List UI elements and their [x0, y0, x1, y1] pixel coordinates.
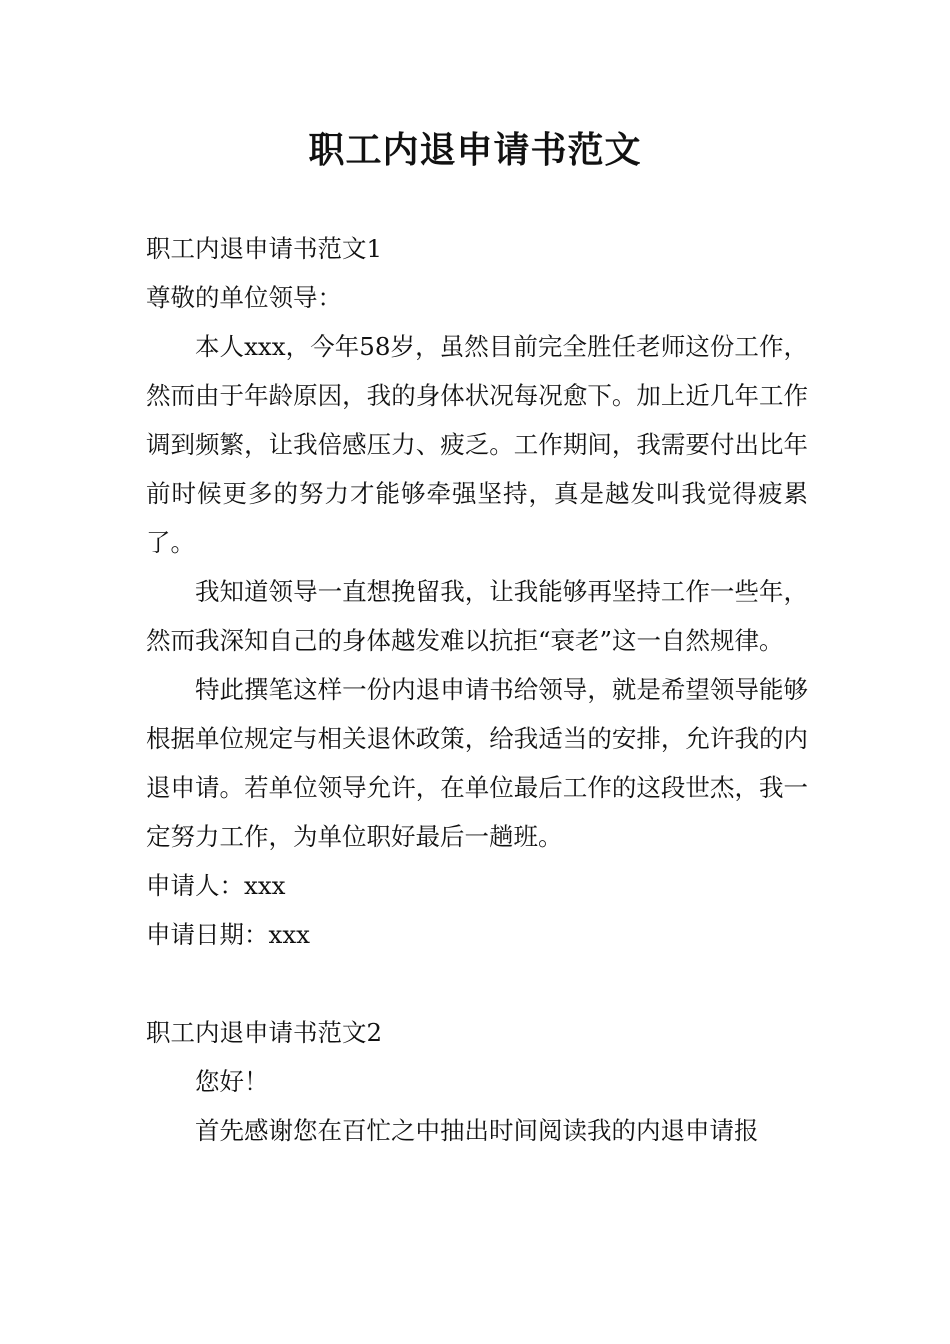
date-line: 申请日期：xxx	[146, 920, 310, 949]
body-paragraph-2: 我知道领导一直想挽留我，让我能够再坚持工作一些年，然而我深知自己的身体越发难以抗拒“衰老”这一自然规律。	[146, 577, 808, 655]
body-paragraph-4: 首先感谢您在百忙之中抽出时间阅读我的内退申请报	[195, 1116, 759, 1145]
body-paragraph-1: 本人xxx，今年58岁，虽然目前完全胜任老师这份工作，然而由于年龄原因，我的身体状况每况愈下。加上近几年工作调到频繁，让我倍感压力、疲乏。工作期间，我需要付出比年前时候更多的努力才能够牵强坚持，真是越发叫我觉得疲累了。	[146, 332, 808, 557]
body-paragraph-3: 特此撰笔这样一份内退申请书给领导，就是希望领导能够根据单位规定与相关退休政策，给我适当的安排，允许我的内退申请。若单位领导允许，在单位最后工作的这段世杰，我一定努力工作，为单位职好最后一趟班。	[146, 675, 808, 851]
salutation: 尊敬的单位领导：	[146, 283, 342, 312]
applicant-line: 申请人：xxx	[146, 871, 286, 900]
document-body	[146, 224, 808, 1155]
document-title: 职工内退申请书范文	[308, 130, 642, 171]
section-heading-1: 职工内退申请书范文1	[146, 234, 383, 263]
section-heading-2: 职工内退申请书范文2	[146, 1018, 383, 1047]
greeting: 您好！	[195, 1067, 269, 1096]
